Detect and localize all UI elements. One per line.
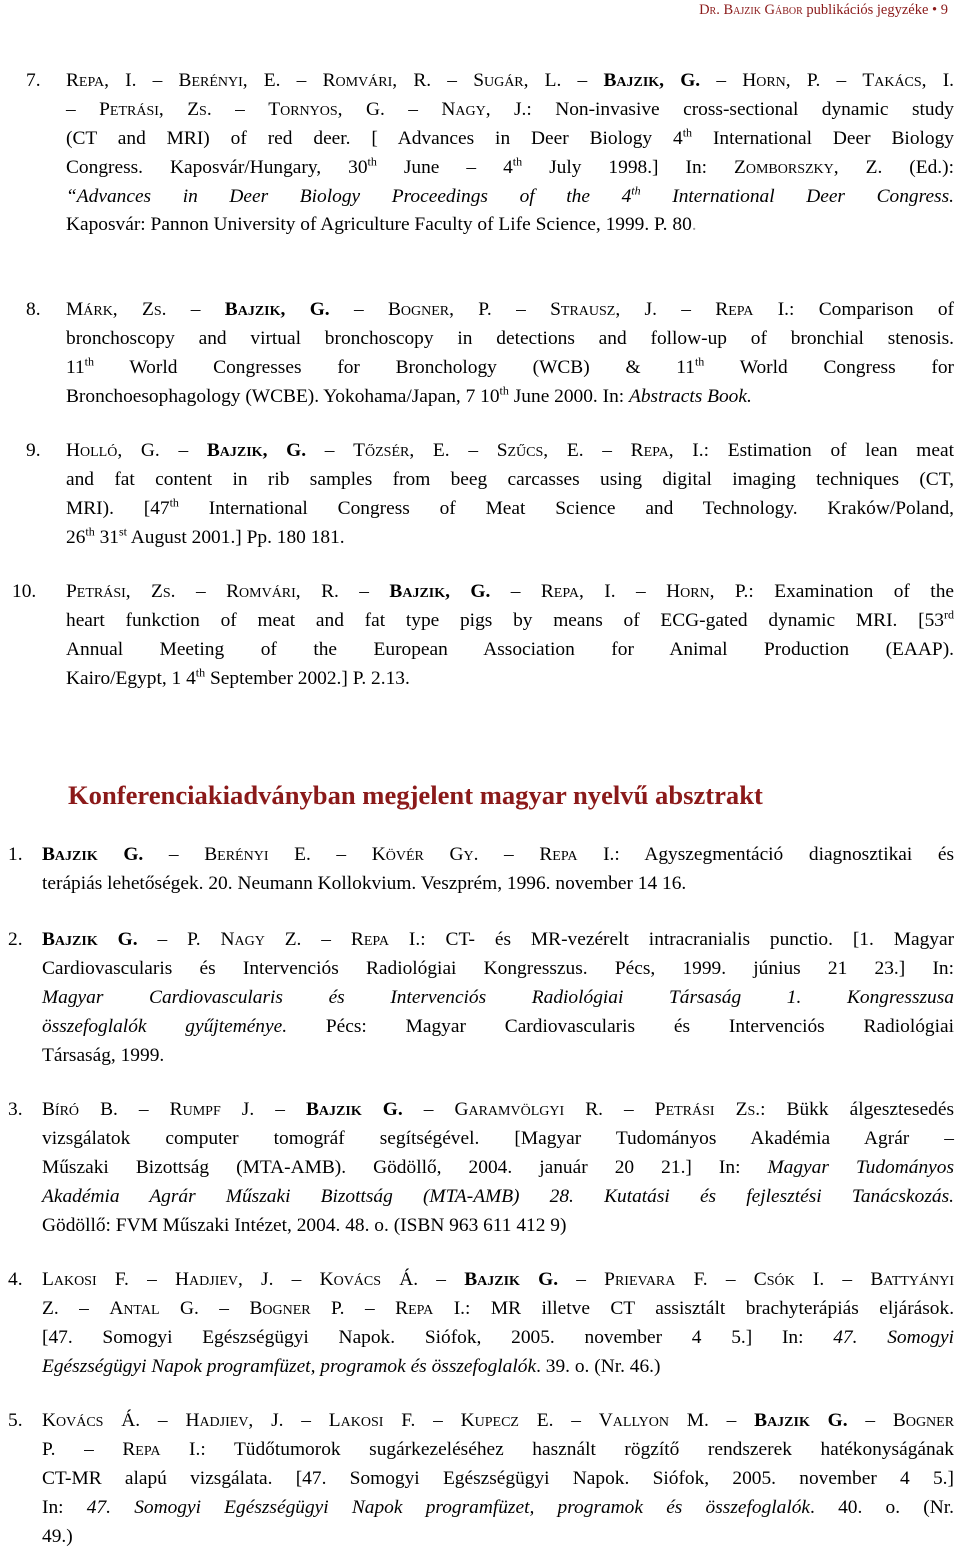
entry-text: June xyxy=(376,156,467,178)
author: Petrási Zs. xyxy=(654,1099,761,1120)
superscript: th xyxy=(499,383,509,398)
author: Bogner xyxy=(892,1410,955,1431)
entry-line: Holló, G. – Bajzik, G. – Tőzsér, E. – Szűcs, E. – Repa, I.: Estimation of lean meat xyxy=(66,440,954,461)
entry-line xyxy=(42,955,954,984)
entry-text: Egészségügyi Napok programfüzet, programok és összefoglalók xyxy=(42,1355,537,1377)
author: Romvári, R. xyxy=(322,70,432,91)
entry-number: 4. xyxy=(8,1269,23,1290)
entry-text: World Congress for xyxy=(704,356,955,378)
header-bullet: • xyxy=(932,2,938,18)
author: Berényi E. xyxy=(204,844,311,865)
author: Csók I. xyxy=(753,1269,825,1290)
entry-text: bronchoscopy and virtual bronchoscopy in detections and follow-up of bronchial stenosis. xyxy=(66,327,954,349)
superscript: th xyxy=(512,154,523,169)
author-highlight: Bajzik G. xyxy=(464,1269,559,1290)
author-highlight: Bajzik, G. xyxy=(603,70,701,91)
entry-line xyxy=(42,1183,954,1212)
entry-number: 8. xyxy=(26,299,41,320)
entry-line xyxy=(66,466,954,495)
entry-text: International Congress of Meat Science and Technology. Kraków/Poland, xyxy=(178,497,954,519)
author: Repa I. xyxy=(715,299,790,320)
entry-text: 26 xyxy=(66,526,86,548)
entry-line xyxy=(66,607,954,636)
author: Repa I. xyxy=(539,844,615,865)
entry-line: Z. – Antal G. – Bogner P. – Repa I.: MR illetve CT assisztált brachyterápiás eljárások. xyxy=(42,1297,955,1319)
author: Takács, I. xyxy=(862,70,955,91)
entry-text: : CT- és MR-vezérelt intracranialis punctio. [1. Magyar xyxy=(420,929,955,950)
entry-line: Kovács Á. – Hadjiev, J. – Lakosi F. – Kupecz E. – Vallyon M. – Bajzik G. – Bogner xyxy=(42,1410,955,1431)
entry-line: Congress. Kaposvár/Hungary, 30th June – 4th July 1998.] In: Zomborszky, Z. (Ed.): xyxy=(66,154,954,178)
superscript: th xyxy=(682,125,693,140)
entry-number: 9. xyxy=(26,440,41,461)
entry-text: : Comparison of xyxy=(789,299,954,320)
entry-text: : MR illetve CT assisztált brachyterápiás eljárások. xyxy=(465,1297,955,1319)
author: Vallyon M. xyxy=(598,1410,709,1431)
author: Repa I. xyxy=(122,1438,201,1460)
entry-text: International Deer Congress. xyxy=(640,185,954,207)
entry-number: 1. xyxy=(8,844,23,865)
entry-text: International Deer Biology xyxy=(692,127,954,149)
author: Berényi, E. xyxy=(178,70,281,91)
entry-text: P. xyxy=(167,929,221,950)
entry-text: : Tüdőtumorok sugárkezeléséhez használt rögzítő rendszerek hatékonyságának xyxy=(200,1438,955,1460)
author: Strausz, J. xyxy=(550,299,657,320)
author-highlight: Bajzik, G. xyxy=(206,440,307,461)
author: Hadjiev, J. xyxy=(175,1269,274,1290)
entry-line: “Advances in Deer Biology Proceedings of the 4th International Deer Congress. xyxy=(66,183,954,207)
header-author-prefix: Dr. xyxy=(699,2,720,18)
author: Lakosi F. xyxy=(42,1269,129,1290)
superscript: th xyxy=(85,524,95,539)
author: Petrási, Zs. xyxy=(66,581,176,602)
superscript: th xyxy=(84,354,95,369)
author: Battyányi xyxy=(870,1269,955,1290)
author: Horn, P. xyxy=(666,581,749,602)
author: Repa, I. xyxy=(540,581,616,602)
author: Horn, P. xyxy=(742,70,821,91)
entry-text: and fat content in rib samples from beeg carcasses using digital imaging techniques (CT, xyxy=(66,468,954,490)
author-highlight: Bajzik G. xyxy=(42,844,144,865)
entry-text: heart funkction of meat and fat type pigs by means of ECG-gated dynamic MRI. [53 xyxy=(66,609,944,631)
superscript: rd xyxy=(943,607,954,622)
author: Repa I. xyxy=(395,1297,465,1319)
entry-line xyxy=(42,1465,954,1494)
trailing-dot: . xyxy=(691,214,697,236)
entry-text: 11 xyxy=(66,356,85,378)
entry-line xyxy=(42,1212,954,1241)
entry-text: [47. Somogyi Egészségügyi Napok. Siófok, 2005. november 4 5.] In: xyxy=(42,1326,834,1348)
entry-text: Congress. Kaposvár/Hungary, 30 xyxy=(66,156,368,178)
author: Bíró B. xyxy=(42,1099,118,1120)
entry-text: 31 xyxy=(94,526,119,548)
author: Bogner, P. xyxy=(387,299,492,320)
entry-text: : Estimation of lean meat xyxy=(703,440,954,461)
author: Tornyos, G. xyxy=(268,98,385,120)
entry-text: . 39. o. (Nr. 46.) xyxy=(536,1355,661,1377)
entry-line xyxy=(42,1042,954,1071)
entry-text: July 1998.] In: xyxy=(522,156,735,178)
entry-line xyxy=(42,1324,954,1353)
entry-line xyxy=(66,524,954,553)
author: Kupecz E. xyxy=(460,1410,554,1431)
entry-text: : Non-invasive cross-sectional dynamic study xyxy=(526,98,954,120)
entry-line xyxy=(42,870,954,899)
entry-text: Kairo/Egypt, 1 4 xyxy=(66,667,196,689)
entry-line: Lakosi F. – Hadjiev, J. – Kovács Á. – Bajzik G. – Prievara F. – Csók I. – Battyányi xyxy=(42,1269,955,1290)
entry-line xyxy=(66,325,954,354)
editor: Zomborszky, Z. xyxy=(734,156,883,178)
author: Nagy, J. xyxy=(441,98,527,120)
entry-line: Bíró B. – Rumpf J. – Bajzik G. – Garamvölgyi R. – Petrási Zs.: Bükk álgesztesedés xyxy=(42,1099,955,1120)
entry-text: Akadémia Agrár Műszaki Bizottság (MTA-AMB) 28. Kutatási és fejlesztési Tanácskozás. xyxy=(42,1185,954,1207)
entry-text: CT-MR alapú vizsgálata. [47. Somogyi Egészségügyi Napok. Siófok, 2005. november 4 5.] xyxy=(42,1467,954,1489)
entry-line: P. – Repa I.: Tüdőtumorok sugárkezeléséhez használt rögzítő rendszerek hatékonyságának xyxy=(42,1438,955,1460)
superscript: th xyxy=(195,665,206,680)
author: Tőzsér, E. xyxy=(353,440,450,461)
entry-text: September 2002.] P. 2.13. xyxy=(205,667,410,689)
author: Kovács Á. xyxy=(42,1410,141,1431)
entry-line xyxy=(42,1154,954,1183)
entry-number: 5. xyxy=(8,1410,23,1431)
author-highlight: Bajzik, G. xyxy=(389,581,491,602)
book-title: Abstracts Book. xyxy=(629,385,752,407)
entry-number: 10. xyxy=(12,581,37,602)
entry-line xyxy=(66,211,954,240)
entry-text: Gödöllő: FVM Műszaki Intézet, 2004. 48. o. (ISBN 963 611 412 9) xyxy=(42,1214,567,1236)
entry-text: (Ed.): xyxy=(882,156,954,178)
entry-text: : Examination of the xyxy=(748,581,955,602)
author-highlight: Bajzik, G. xyxy=(224,299,330,320)
entry-line xyxy=(66,636,954,665)
section-heading: Konferenciakiadványban megjelent magyar nyelvű absztrakt xyxy=(68,780,763,810)
author: Repa I. xyxy=(350,929,421,950)
entry-text: 4 xyxy=(476,156,513,178)
entry-line: Petrási, Zs. – Romvári, R. – Bajzik, G. – Repa, I. – Horn, P.: Examination of the xyxy=(66,581,955,602)
entry-line: vizsgálatok computer tomográf segítségével. [Magyar Tudományos Akadémia Agrár – xyxy=(42,1127,954,1149)
entry-text: 47. Somogyi xyxy=(833,1326,954,1348)
entry-line: Bajzik G. – P. Nagy Z. – Repa I.: CT- és MR-vezérelt intracranialis punctio. [1. Magyar xyxy=(42,929,955,950)
entry-line: Repa, I. – Berényi, E. – Romvári, R. – Sugár, L. – Bajzik, G. – Horn, P. – Takács, I. xyxy=(66,70,955,91)
entry-text: . 40. o. (Nr. xyxy=(810,1496,954,1518)
author: Szűcs, E. xyxy=(496,440,584,461)
entry-line: – Petrási, Zs. – Tornyos, G. – Nagy, J.: Non-invasive cross-sectional dynamic study xyxy=(66,98,954,120)
header-doc-title: publikációs jegyzéke xyxy=(806,2,929,18)
author: Lakosi F. xyxy=(328,1410,416,1431)
entry-line xyxy=(42,1494,954,1523)
entry-text: (CT and MRI) of red deer. [ Advances in Deer Biology 4 xyxy=(66,127,683,149)
entry-text: August 2001.] Pp. 180 181. xyxy=(127,526,345,548)
entry-text: terápiás lehetőségek. 20. Neumann Kollokvium. Veszprém, 1996. november 14 16. xyxy=(42,872,687,894)
entry-text: Kaposvár: Pannon University of Agriculture Faculty of Life Science, 1999. P. 80 xyxy=(66,214,692,236)
author: Rumpf J. xyxy=(169,1099,255,1120)
entry-text: MRI). [47 xyxy=(66,497,170,519)
entry-line xyxy=(66,383,954,412)
page-number: 9 xyxy=(940,2,948,18)
entry-text: Pécs: Magyar Cardiovascularis és Intervenciós Radiológiai xyxy=(287,1015,954,1037)
author: Nagy Z. xyxy=(220,929,302,950)
entry-line: Márk, Zs. – Bajzik, G. – Bogner, P. – Strausz, J. – Repa I.: Comparison of xyxy=(66,299,954,320)
author: Garamvölgyi R. xyxy=(454,1099,603,1120)
superscript: th xyxy=(694,354,705,369)
header-author-name: Bajzik Gábor xyxy=(723,2,803,18)
author-highlight: Bajzik G. xyxy=(42,929,138,950)
entry-text: vizsgálatok computer tomográf segítségével. [Magyar Tudományos Akadémia Agrár xyxy=(42,1127,945,1149)
entry-line: Bajzik G. – Berényi E. – Kövér Gy. – Repa I.: Agyszegmentáció diagnosztikai és xyxy=(42,844,955,865)
author-highlight: Bajzik G. xyxy=(305,1099,403,1120)
entry-text: June 2000. In: xyxy=(508,385,630,407)
author: Bogner P. xyxy=(249,1297,345,1319)
entry-number: 3. xyxy=(8,1099,23,1120)
superscript: st xyxy=(119,524,128,539)
superscript: th xyxy=(367,154,377,169)
entry-text: Műszaki Bizottság (MTA-AMB). Gödöllő, 2004. január 20 21.] In: xyxy=(42,1156,768,1178)
entry-text: Társaság, 1999. xyxy=(42,1044,165,1066)
entry-line xyxy=(42,984,954,1013)
entry-text: Annual Meeting of the European Association for Animal Production (EAAP). xyxy=(66,638,954,660)
entry-text: Cardiovascularis és Intervenciós Radiológiai Kongresszus. Pécs, 1999. június 21 23.] In: xyxy=(42,957,954,979)
author: P. xyxy=(42,1438,56,1460)
entry-line xyxy=(66,495,954,524)
author: Kovács Á. xyxy=(319,1269,419,1290)
author: Romvári, R. xyxy=(226,581,339,602)
author: Holló, G. xyxy=(66,440,160,461)
entry-number: 7. xyxy=(26,70,41,91)
entry-text: : Agyszegmentáció diagnosztikai és xyxy=(614,844,955,865)
author: Repa, I. xyxy=(630,440,704,461)
entry-text: : Bükk álgesztesedés xyxy=(760,1099,955,1120)
entry-text: In: xyxy=(42,1496,87,1518)
author: Antal G. xyxy=(109,1297,199,1319)
author: Kövér Gy. xyxy=(371,844,479,865)
author-highlight: Bajzik G. xyxy=(754,1410,848,1431)
entry-line xyxy=(42,1353,954,1382)
entry-text: Magyar Cardiovascularis és Intervenciós Radiológiai Társaság 1. Kongresszusa xyxy=(42,986,954,1008)
author: Hadjiev, J. xyxy=(185,1410,284,1431)
entry-text: 49.) xyxy=(42,1525,73,1547)
superscript: th xyxy=(169,495,179,510)
author: Repa, I. xyxy=(66,70,137,91)
entry-text: World Congresses for Bronchology (WCB) & 11 xyxy=(94,356,695,378)
entry-line xyxy=(66,665,954,694)
author: Prievara F. xyxy=(604,1269,708,1290)
entry-line xyxy=(66,125,954,154)
entry-text: Advances in Deer Biology Proceedings of the 4 xyxy=(76,185,632,207)
superscript: th xyxy=(631,183,641,198)
entry-text: összefoglalók gyűjteménye. xyxy=(42,1015,288,1037)
entry-line xyxy=(42,1523,954,1551)
running-header xyxy=(699,2,948,19)
author: Petrási, Zs. xyxy=(99,98,212,120)
entry-line xyxy=(42,1013,954,1042)
entry-text: Magyar Tudományos xyxy=(767,1156,954,1178)
author: Márk, Zs. xyxy=(66,299,167,320)
author: Sugár, L. xyxy=(473,70,562,91)
entry-text: 47. Somogyi Egészségügyi Napok programfüzet, programok és összefoglalók xyxy=(86,1496,811,1518)
entry-number: 2. xyxy=(8,929,23,950)
entry-line xyxy=(66,354,954,383)
author: Z. xyxy=(42,1297,59,1319)
entry-text: Bronchoesophagology (WCBE). Yokohama/Japan, 7 10 xyxy=(66,385,500,407)
